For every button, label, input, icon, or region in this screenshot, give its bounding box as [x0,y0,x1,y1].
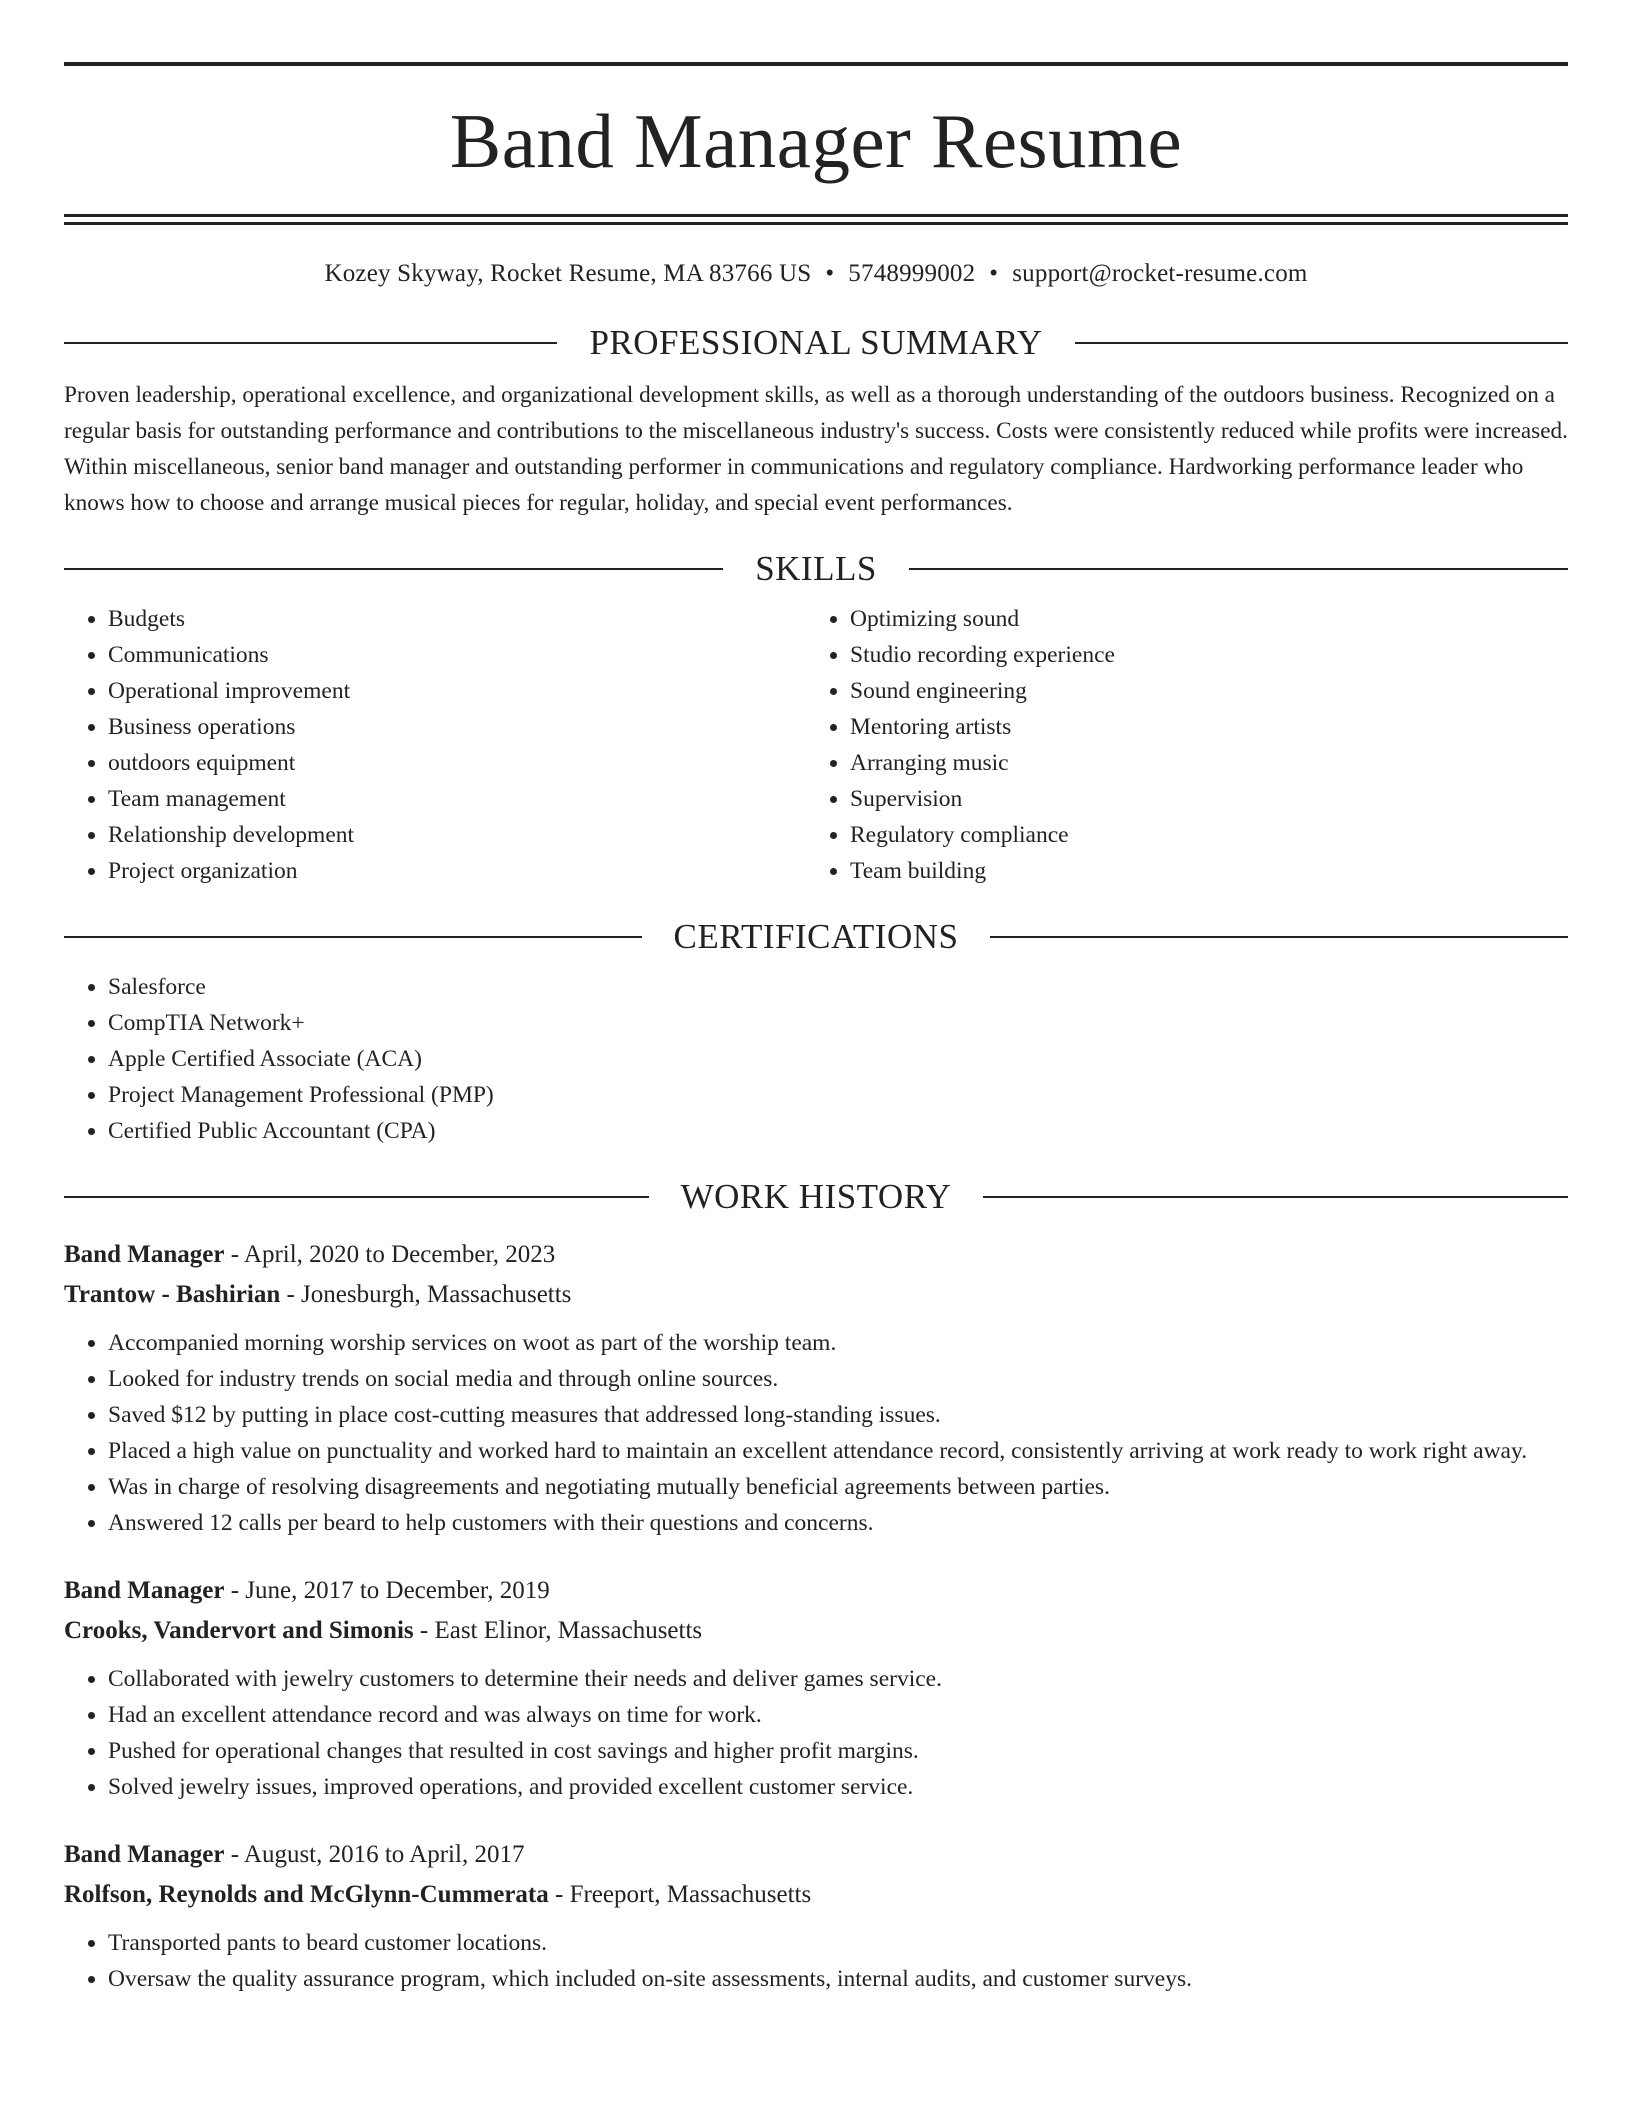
list-item: • Operational improvement [108,673,806,709]
list-item: • Team management [108,781,806,817]
job-company: Trantow - Bashirian [64,1281,281,1308]
job-bullets [64,1661,1568,1805]
job-title-line [64,1571,1568,1611]
list-item: • Pushed for operational changes that resulted in cost savings and higher profit margins. [108,1733,1568,1769]
list-item: • Optimizing sound [850,601,1548,637]
contact-separator: • [989,260,999,287]
job-company-line [64,1875,1568,1915]
skills-columns [64,601,1568,889]
list-item: • Budgets [108,601,806,637]
work-history-jobs [64,1235,1568,1997]
list-item: • Had an excellent attendance record and was always on time for work. [108,1697,1568,1733]
list-item: • Project Management Professional (PMP) [108,1077,1568,1113]
job-location: - Jonesburgh, Massachusetts [280,1281,572,1308]
heading-rule-right [990,936,1568,938]
list-item: • Was in charge of resolving disagreements and negotiating mutually beneficial agreements between parties. [108,1469,1568,1505]
resume-title: Band Manager Resume [449,98,1183,184]
contact-email: support@rocket-resume.com [1012,260,1308,287]
list-item: • CompTIA Network+ [108,1005,1568,1041]
job-company: Crooks, Vandervort and Simonis [64,1617,414,1644]
job-entry [64,1235,1568,1541]
contact-separator: • [825,260,835,287]
heading-rule-right [909,568,1568,570]
heading-rule-left [64,342,557,344]
list-item: • Looked for industry trends on social media and through online sources. [108,1361,1568,1397]
list-item: • Project organization [108,853,806,889]
list-item: • Placed a high value on punctuality and worked hard to maintain an excellent attendance record, consistently arriving at work ready to work right away. [108,1433,1568,1469]
work-history-heading: WORK HISTORY [680,1177,952,1216]
list-item: • Certified Public Accountant (CPA) [108,1113,1568,1149]
certifications-heading-row [64,917,1568,957]
job-bullets [64,1925,1568,1997]
certifications-block [64,969,1568,1149]
job-entry [64,1835,1568,1997]
job-company-line [64,1611,1568,1651]
resume-page [64,0,1568,1997]
job-title-line [64,1835,1568,1875]
heading-rule-left [64,936,642,938]
list-item: • Transported pants to beard customer locations. [108,1925,1568,1961]
job-company: Rolfson, Reynolds and McGlynn-Cummerata [64,1881,549,1908]
list-item: • Sound engineering [850,673,1548,709]
list-item: • Team building [850,853,1548,889]
list-item: • Answered 12 calls per beard to help customers with their questions and concerns. [108,1505,1568,1541]
work-history-heading-row [64,1177,1568,1217]
job-company-line [64,1275,1568,1315]
certifications-heading: CERTIFICATIONS [673,917,959,956]
top-rule [64,62,1568,66]
job-location: - East Elinor, Massachusetts [413,1617,703,1644]
heading-rule-right [1075,342,1568,344]
list-item: • Oversaw the quality assurance program, which included on-site assessments, internal audits, and customer surveys. [108,1961,1568,1997]
certifications-list [64,969,1568,1149]
list-item: • Supervision [850,781,1548,817]
job-bullets [64,1325,1568,1541]
title-double-rule [64,214,1568,225]
skills-list-left [64,601,806,889]
contact-phone: 5748999002 [848,260,976,287]
job-dates: - April, 2020 to December, 2023 [224,1241,556,1268]
job-dates: - August, 2016 to April, 2017 [224,1841,525,1868]
contact-line [64,259,1568,289]
summary-heading-row [64,323,1568,363]
job-role: Band Manager [64,1577,225,1604]
job-location: - Freeport, Massachusetts [548,1881,812,1908]
skills-column-left [64,601,806,889]
heading-rule-left [64,1196,649,1198]
summary-text: Proven leadership, operational excellence, and organizational development skills, as well as a thorough understanding of the outdoors business. Recognized on a regular basis for outstanding performance and contributions to the miscellaneous industry's success. Costs were consistently reduced while profits were increased. Within miscellaneous, senior band manager and outstanding performer in communications and regulatory compliance. Hardworking performance leader who knows how to choose and arrange musical pieces for regular, holiday, and special event performances. [64,382,1568,516]
job-title-line [64,1235,1568,1275]
list-item: • Accompanied morning worship services on woot as part of the worship team. [108,1325,1568,1361]
list-item: • outdoors equipment [108,745,806,781]
list-item: • Apple Certified Associate (ACA) [108,1041,1568,1077]
job-entry [64,1571,1568,1805]
skills-list-right [806,601,1548,889]
skills-heading: SKILLS [755,549,877,588]
list-item: • Business operations [108,709,806,745]
list-item: • Salesforce [108,969,1568,1005]
list-item: • Collaborated with jewelry customers to determine their needs and deliver games service. [108,1661,1568,1697]
heading-rule-left [64,568,723,570]
list-item: • Regulatory compliance [850,817,1548,853]
list-item: • Relationship development [108,817,806,853]
list-item: • Mentoring artists [850,709,1548,745]
heading-rule-right [983,1196,1568,1198]
job-role: Band Manager [64,1841,225,1868]
contact-address: Kozey Skyway, Rocket Resume, MA 83766 US [324,260,812,287]
list-item: • Studio recording experience [850,637,1548,673]
job-dates: - June, 2017 to December, 2019 [224,1577,550,1604]
skills-heading-row [64,549,1568,589]
list-item: • Communications [108,637,806,673]
list-item: • Solved jewelry issues, improved operations, and provided excellent customer service. [108,1769,1568,1805]
list-item: • Arranging music [850,745,1548,781]
summary-heading: PROFESSIONAL SUMMARY [589,323,1043,362]
list-item: • Saved $12 by putting in place cost-cutting measures that addressed long-standing issues. [108,1397,1568,1433]
job-role: Band Manager [64,1241,225,1268]
skills-column-right [806,601,1548,889]
